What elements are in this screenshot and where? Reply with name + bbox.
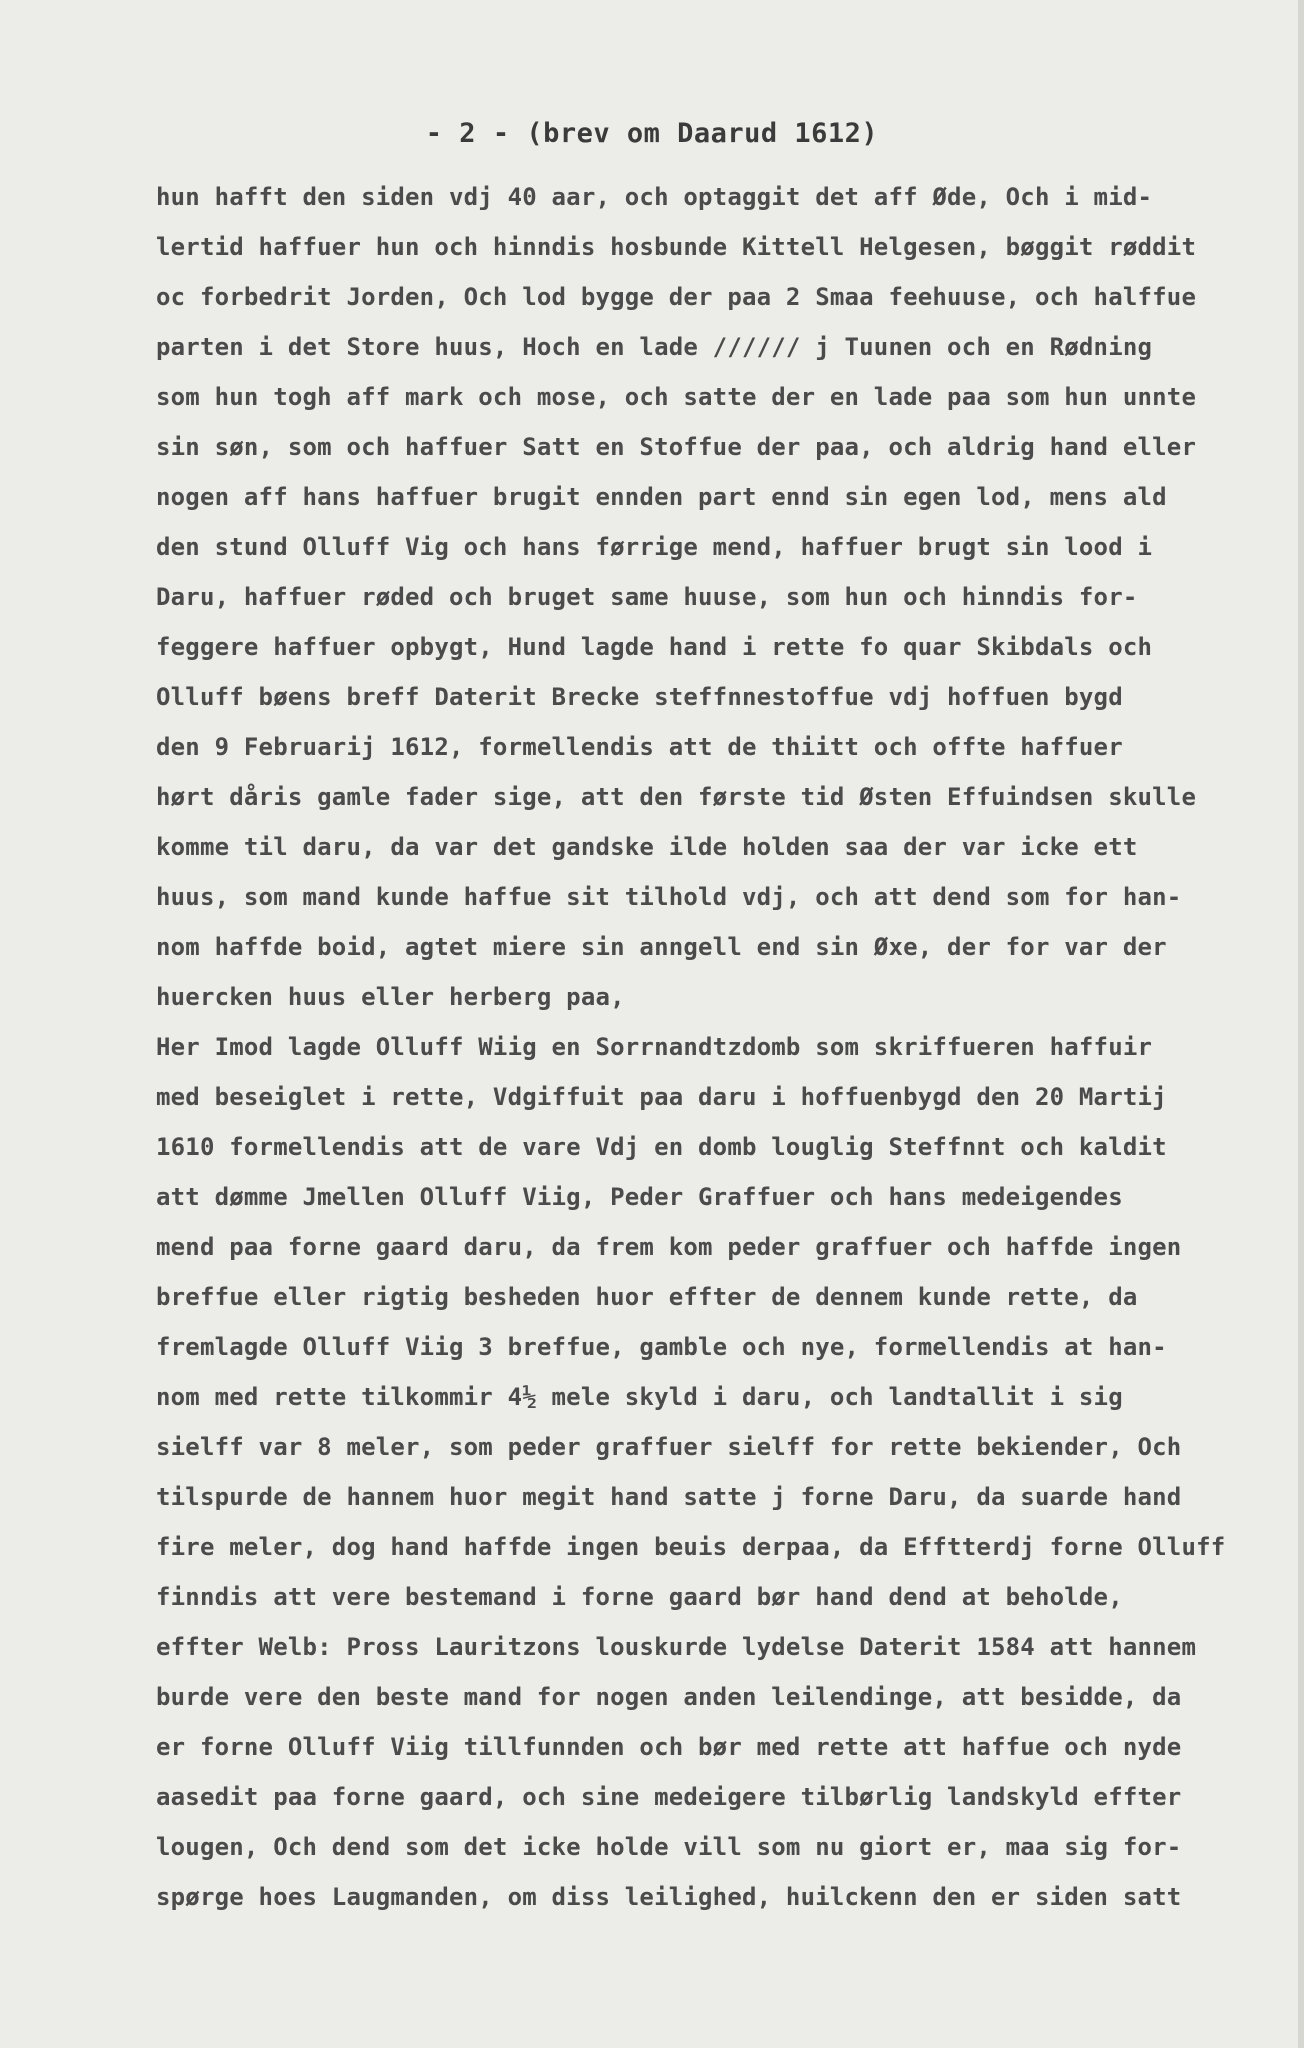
- text-line: hørt dåris gamle fader sige, att den første tid Østen Effuindsen skulle: [156, 783, 1197, 811]
- text-line: effter Welb: Pross Lauritzons louskurde lydelse Daterit 1584 att hannem: [156, 1633, 1197, 1661]
- text-line: breffue eller rigtig besheden huor effter de dennem kunde rette, da: [156, 1283, 1138, 1311]
- text-line: lertid haffuer hun och hinndis hosbunde Kittell Helgesen, bøggit røddit: [156, 233, 1197, 261]
- text-line: finndis att vere bestemand i forne gaard bør hand dend at beholde,: [156, 1583, 1123, 1611]
- text-line: feggere haffuer opbygt, Hund lagde hand i rette fo quar Skibdals och: [156, 633, 1153, 661]
- text-line: oc forbedrit Jorden, Och lod bygge der paa 2 Smaa feehuuse, och halffue: [156, 283, 1197, 311]
- page-header: - 2 - (brev om Daarud 1612): [425, 118, 879, 149]
- text-line: nom haffde boid, agtet miere sin anngell end sin Øxe, der for var der: [156, 933, 1167, 961]
- text-line: den 9 Februarij 1612, formellendis att de thiitt och offte haffuer: [156, 733, 1123, 761]
- text-line: den stund Olluff Vig och hans førrige mend, haffuer brugt sin lood i: [156, 533, 1153, 561]
- text-line: med beseiglet i rette, Vdgiffuit paa daru i hoffuenbygd den 20 Martij: [156, 1083, 1167, 1111]
- text-line: att dømme Jmellen Olluff Viig, Peder Graffuer och hans medeigendes: [156, 1183, 1123, 1211]
- text-line: nom med rette tilkommir 4½ mele skyld i daru, och landtallit i sig: [156, 1383, 1123, 1411]
- body-text: [156, 172, 1256, 1922]
- text-line: hun hafft den siden vdj 40 aar, och optaggit det aff Øde, Och i mid-: [156, 183, 1153, 211]
- text-line: huus, som mand kunde haffue sit tilhold vdj, och att dend som for han-: [156, 883, 1182, 911]
- text-line: som hun togh aff mark och mose, och satte der en lade paa som hun unnte: [156, 383, 1197, 411]
- text-line: burde vere den beste mand for nogen anden leilendinge, att besidde, da: [156, 1683, 1182, 1711]
- text-line: Daru, haffuer røded och bruget same huuse, som hun och hinndis for-: [156, 583, 1138, 611]
- text-line: er forne Olluff Viig tillfunnden och bør med rette att haffue och nyde: [156, 1733, 1182, 1761]
- text-line: huercken huus eller herberg paa,: [156, 983, 625, 1011]
- text-line: nogen aff hans haffuer brugit ennden part ennd sin egen lod, mens ald: [156, 483, 1167, 511]
- text-line: aasedit paa forne gaard, och sine medeigere tilbørlig landskyld effter: [156, 1783, 1182, 1811]
- text-line: sielff var 8 meler, som peder graffuer sielff for rette bekiender, Och: [156, 1433, 1182, 1461]
- text-line: 1610 formellendis att de vare Vdj en domb louglig Steffnnt och kaldit: [156, 1133, 1167, 1161]
- text-line: Olluff bøens breff Daterit Brecke steffnnestoffue vdj hoffuen bygd: [156, 683, 1123, 711]
- text-line: spørge hoes Laugmanden, om diss leilighed, huilckenn den er siden satt: [156, 1883, 1182, 1911]
- text-line: sin søn, som och haffuer Satt en Stoffue der paa, och aldrig hand eller: [156, 433, 1197, 461]
- text-line: fremlagde Olluff Viig 3 breffue, gamble och nye, formellendis at han-: [156, 1333, 1167, 1361]
- text-line: fire meler, dog hand haffde ingen beuis derpaa, da Efftterdj forne Olluff: [156, 1533, 1226, 1561]
- text-line: lougen, Och dend som det icke holde vill som nu giort er, maa sig for-: [156, 1833, 1182, 1861]
- text-line: mend paa forne gaard daru, da frem kom peder graffuer och haffde ingen: [156, 1233, 1182, 1261]
- text-line: Her Imod lagde Olluff Wiig en Sorrnandtzdomb som skriffueren haffuir: [156, 1033, 1153, 1061]
- text-line: parten i det Store huus, Hoch en lade ////// j Tuunen och en Rødning: [156, 333, 1153, 361]
- text-line: tilspurde de hannem huor megit hand satte j forne Daru, da suarde hand: [156, 1483, 1182, 1511]
- text-line: komme til daru, da var det gandske ilde holden saa der var icke ett: [156, 833, 1138, 861]
